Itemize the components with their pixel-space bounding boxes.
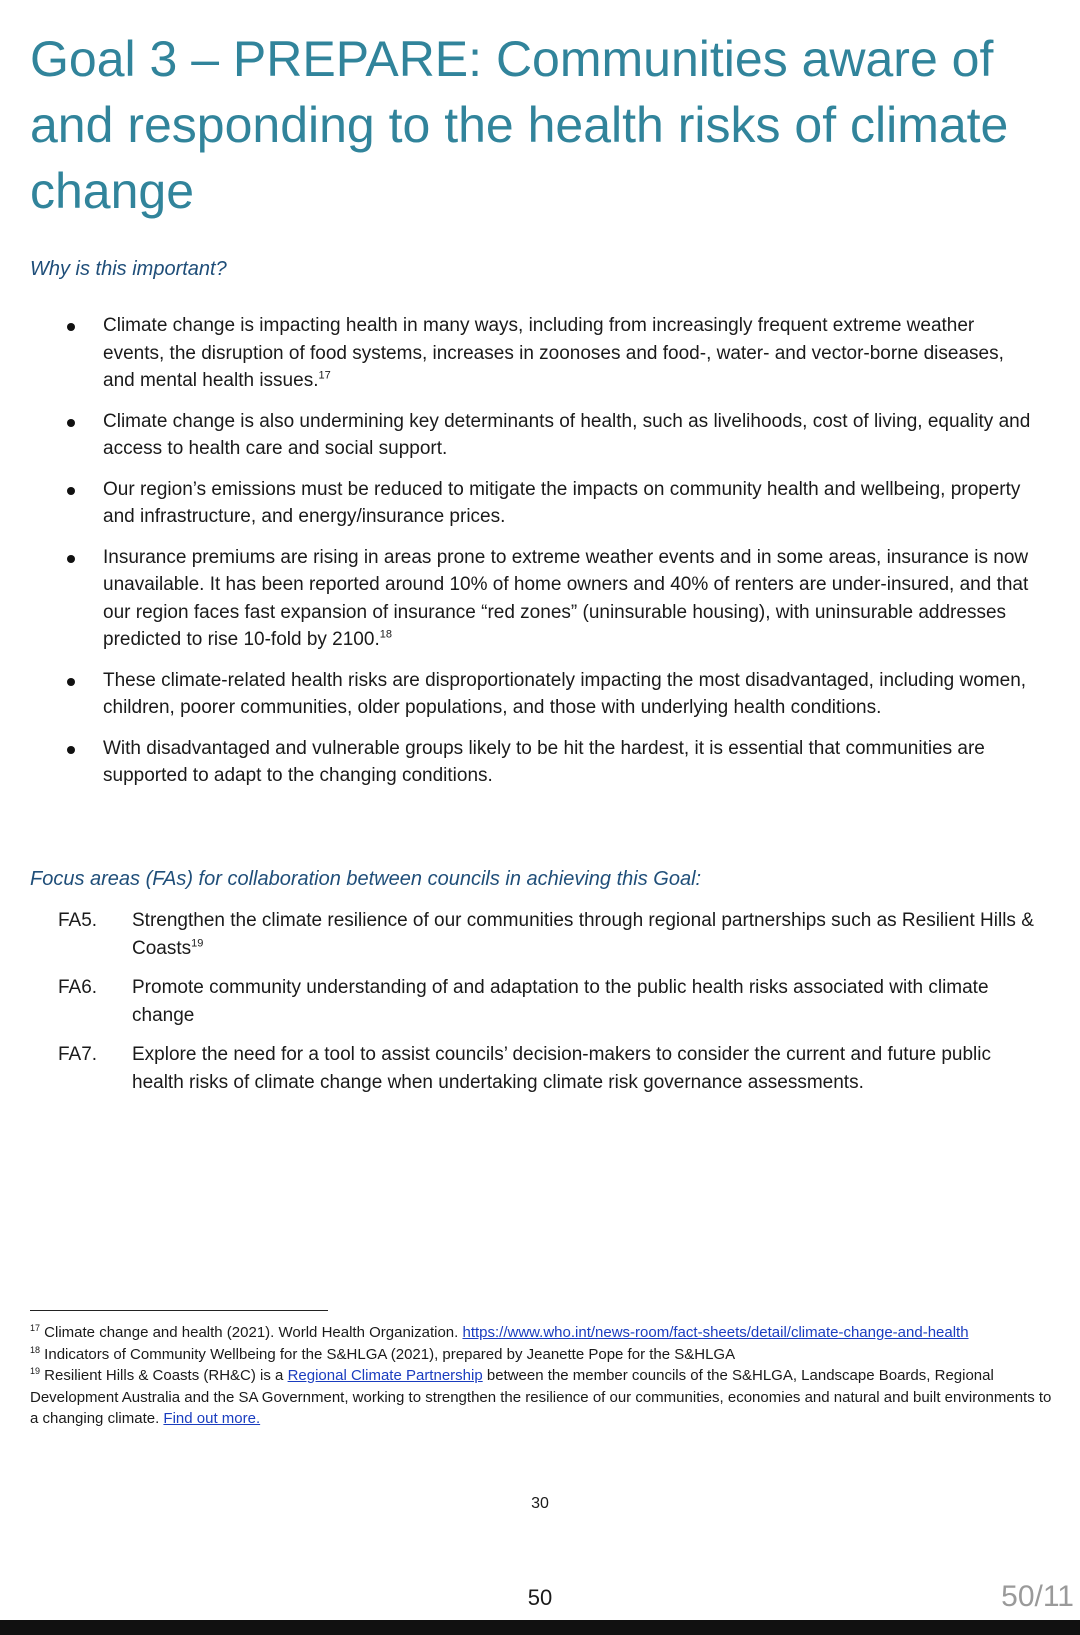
bullet-icon (67, 419, 75, 427)
list-item: Climate change is also undermining key determinants of health, such as livelihoods, cost of living, equality and access to health care and social support. (0, 408, 1080, 463)
footnote-17: $^{17}$ Climate change and health (2021). World Health Organization. https://www.who.int/news-room/fact-sheets/detail/climate-change-and-health (30, 1323, 969, 1341)
focus-area-item: FA6. Promote community understanding of and adaptation to the public health risks associated with climate change (0, 974, 1080, 1029)
footnote-ref[interactable]: 19 (191, 937, 204, 950)
focus-area-code: FA6. (58, 977, 98, 998)
why-heading: Why is this important? (30, 258, 227, 280)
bullet-icon (67, 487, 75, 495)
focus-area-item: FA7. Explore the need for a tool to assist councils’ decision-makers to consider the current and future public health risks of climate change when undertaking climate risk governance assessments. (0, 1041, 1080, 1096)
find-out-more-link[interactable]: Find out more. (163, 1410, 261, 1427)
page-title: Goal 3 – PREPARE: Communities aware of and responding to the health risks of climate change (30, 31, 1009, 219)
footnote-ref[interactable]: 17 (318, 369, 331, 382)
list-item: These climate-related health risks are disproportionately impacting the most disadvantaged, including women, children, poorer communities, older populations, and those with underlying health conditions. (0, 667, 1080, 722)
list-item: Climate change is impacting health in many ways, including from increasingly frequent extreme weather events, the disruption of food systems, increases in zoonoses and food-, water- and vector-borne diseases, and mental health issues.$^{17}$ (0, 312, 1080, 395)
bullet-icon (67, 323, 75, 331)
list-item: Our region’s emissions must be reduced to mitigate the impacts on community health and wellbeing, property and infrastructure, and energy/insurance prices. (0, 476, 1080, 531)
page-counter: 50/11 (1001, 1580, 1074, 1613)
focus-heading: Focus areas (FAs) for collaboration between councils in achieving this Goal: (30, 868, 702, 890)
footnote-18: $^{18}$ Indicators of Community Wellbeing for the S&HLGA (2021), prepared by Jeanette Pope for the S&HLGA (30, 1344, 736, 1363)
footnotes (30, 1322, 1060, 1430)
footnote-19: $^{19}$ Resilient Hills & Coasts (RH&C) is a Regional Climate Partnership between the member councils of the S&HLGA, Landscape Boards, Regional Development Australia and the SA Government, working to strengthen the resilience of our communities, economies and natural and built environments to a changing climate. Find out more. (30, 1366, 1052, 1427)
focus-area-list (0, 907, 1080, 1108)
footnote-divider (30, 1310, 328, 1311)
focus-area-code: FA7. (58, 1044, 98, 1065)
viewer-page-number: 50 (527, 1585, 553, 1610)
bottom-bar (0, 1620, 1080, 1635)
document-page-number: 30 (531, 1495, 549, 1512)
focus-area-item: FA5. Strengthen the climate resilience of our communities through regional partnerships such as Resilient Hills & Coasts$^{19}$ (0, 907, 1080, 962)
bullet-icon (67, 746, 75, 754)
regional-climate-partnership-link[interactable]: Regional Climate Partnership (287, 1367, 483, 1384)
list-item: Insurance premiums are rising in areas prone to extreme weather events and in some areas, insurance is now unavailable. It has been reported around 10% of home owners and 40% of renters are under-insured, and that our region faces fast expansion of insurance “red zones” (uninsurable housing), with uninsurable addresses predicted to rise 10-fold by 2100.18 (0, 544, 1080, 654)
who-link[interactable]: https://www.who.int/news-room/fact-sheets/detail/climate-change-and-health (462, 1324, 969, 1341)
bullet-icon (67, 555, 75, 563)
bullet-icon (67, 678, 75, 686)
footnote-ref[interactable]: 18 (379, 628, 392, 641)
focus-area-code: FA5. (58, 910, 98, 931)
list-item: With disadvantaged and vulnerable groups likely to be hit the hardest, it is essential that communities are supported to adapt to the changing conditions. (0, 735, 1080, 790)
importance-list (0, 312, 1080, 803)
